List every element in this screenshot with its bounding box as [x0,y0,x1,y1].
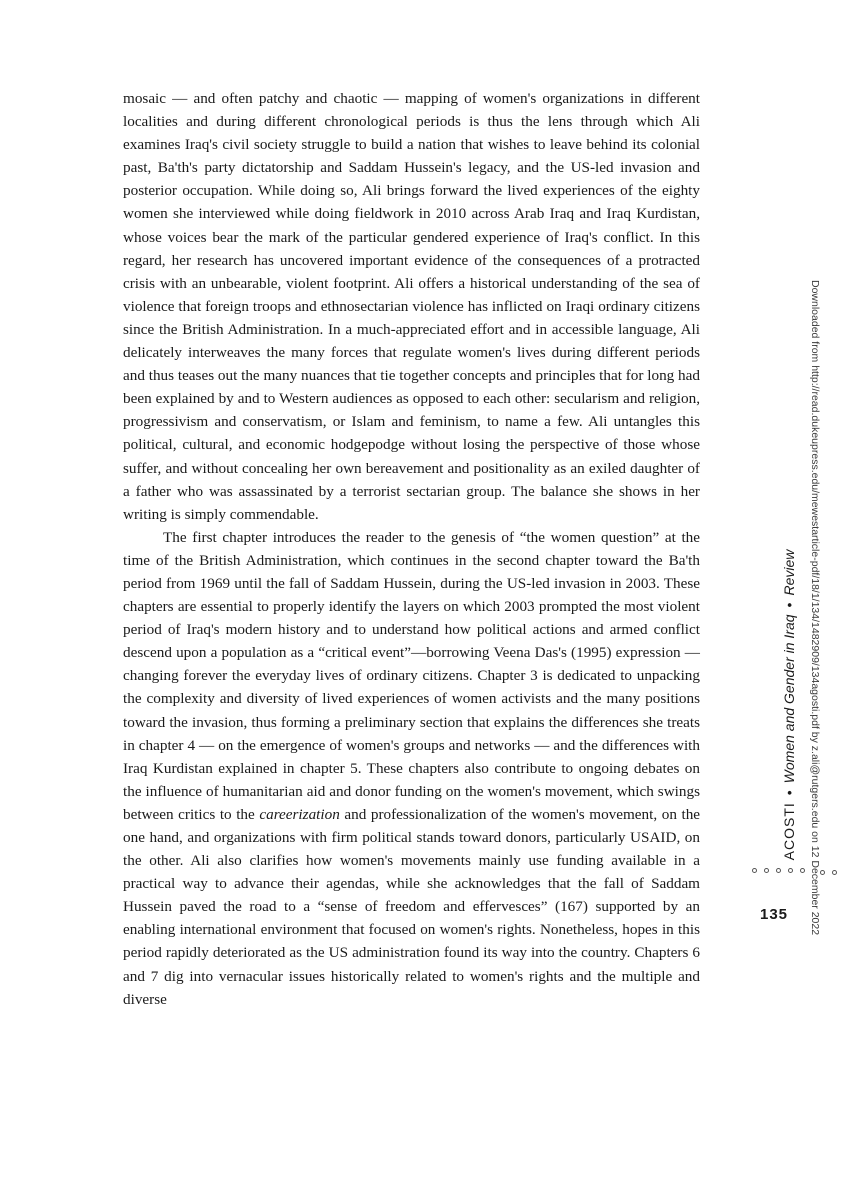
dot-ornament [788,868,793,873]
decorative-dots [752,868,812,878]
running-head-journal: Women and Gender in Iraq [781,614,797,784]
running-head-separator: • [781,602,797,608]
page-number: 135 [760,906,789,923]
running-head-separator: • [781,790,797,796]
body-paragraph [123,87,700,526]
paragraph-text: The first chapter introduces the reader to the genesis of “the women question” at the time of the British Administration, which continues in the second chapter toward the Ba'th period from 1969 until the fall of Saddam Hussein, during the US-led invasion in 2003. These chapters are essential to properly identify the layers on which 2003 prompted the most violent period of Iraq's modern history and to understand how political actions and armed conflict descend upon a population as a “critical event”—borrowing Veena Das's (1995) expression — changing forever the everyday lives of ordinary citizens. Chapter 3 is dedicated to unpacking the complexity and diversity of lived experiences of women activists and the many positions toward the invasion, thus forming a preliminary section that explains the differences she treats in chapter 4 — on the emergence of women's groups and networks — and the differences with Iraq Kurdistan explained in chapter 5. These chapters also contribute to ongoing debates on the influence of humanitarian aid and donor funding on the women's movement, which swings between critics to the [123,528,700,823]
dot-ornament [832,870,837,875]
dot-ornament [776,868,781,873]
dot-ornament [800,868,805,873]
running-head [778,545,800,865]
running-head-author: ACOSTI [781,802,797,861]
body-paragraph [123,526,700,1011]
running-head-section: Review [781,549,797,596]
dot-ornament [820,870,825,875]
dot-ornament [764,868,769,873]
paragraph-text: and professionalization of the women's movement, on the one hand, and organizations with firm political stands toward donors, particularly USAID, on the other. Ali also clarifies how women's movements mainly use funding available in a practical way to advance their agendas, while she acknowledges that the fall of Saddam Hussein paved the road to a “sense of freedom and effervesces” (167) supported by an enabling international environment that focused on women's rights. Nonetheless, hopes in this period rapidly deteriorated as the US administration found its way into the country. Chapters 6 and 7 dig into vernacular issues historically related to women's rights and the multiple and diverse [123,805,701,1008]
dot-ornament [752,868,757,873]
decorative-dots [820,870,844,880]
italic-term: careerization [259,805,340,823]
download-watermark: Downloaded from http://read.dukeupress.edu/mewestarticle-pdf/18/1/134/1482909/134agosti.pdf by z.ali@rutgers.edu on 12 December 2022 [809,280,821,936]
paragraph-text: mosaic — and often patchy and chaotic — mapping of women's organizations in different localities and during different chronological periods is thus the lens through which Ali examines Iraq's civil society struggle to build a nation that wishes to leave behind its colonial past, Ba'th's party dictatorship and Saddam Hussein's legacy, and the US-led invasion and posterior occupation. While doing so, Ali brings forward the lived experiences of the eighty women she interviewed while doing fieldwork in 2010 across Arab Iraq and Iraq Kurdistan, whose voices bear the mark of the particular gendered experience of Iraq's conflict. In this regard, her research has uncovered important evidence of the consequences of a protracted crisis with an unbearable, violent footprint. Ali offers a historical understanding of the sea of violence that foreign troops and ethnosectarian violence has inflicted on Iraqi ordinary citizens since the British Administration. In a much-appreciated effort and in accessible language, Ali delicately interweaves the many forces that regulate women's lives during different periods and thus teases out the many nuances that tie together concepts and principles that for long had been explained by and to Western audiences as opposed to each other: secularism and religion, progressivism and conservatism, or Islam and feminism, to name a few. Ali untangles this political, cultural, and economic hodgepodge without losing the perspective of those whose suffer, and without concealing her own bereavement and positionality as an exiled daughter of a father who was assassinated by a terrorist sectarian group. The balance she shows in her writing is simply commendable. [123,90,700,523]
article-body [123,87,700,1011]
